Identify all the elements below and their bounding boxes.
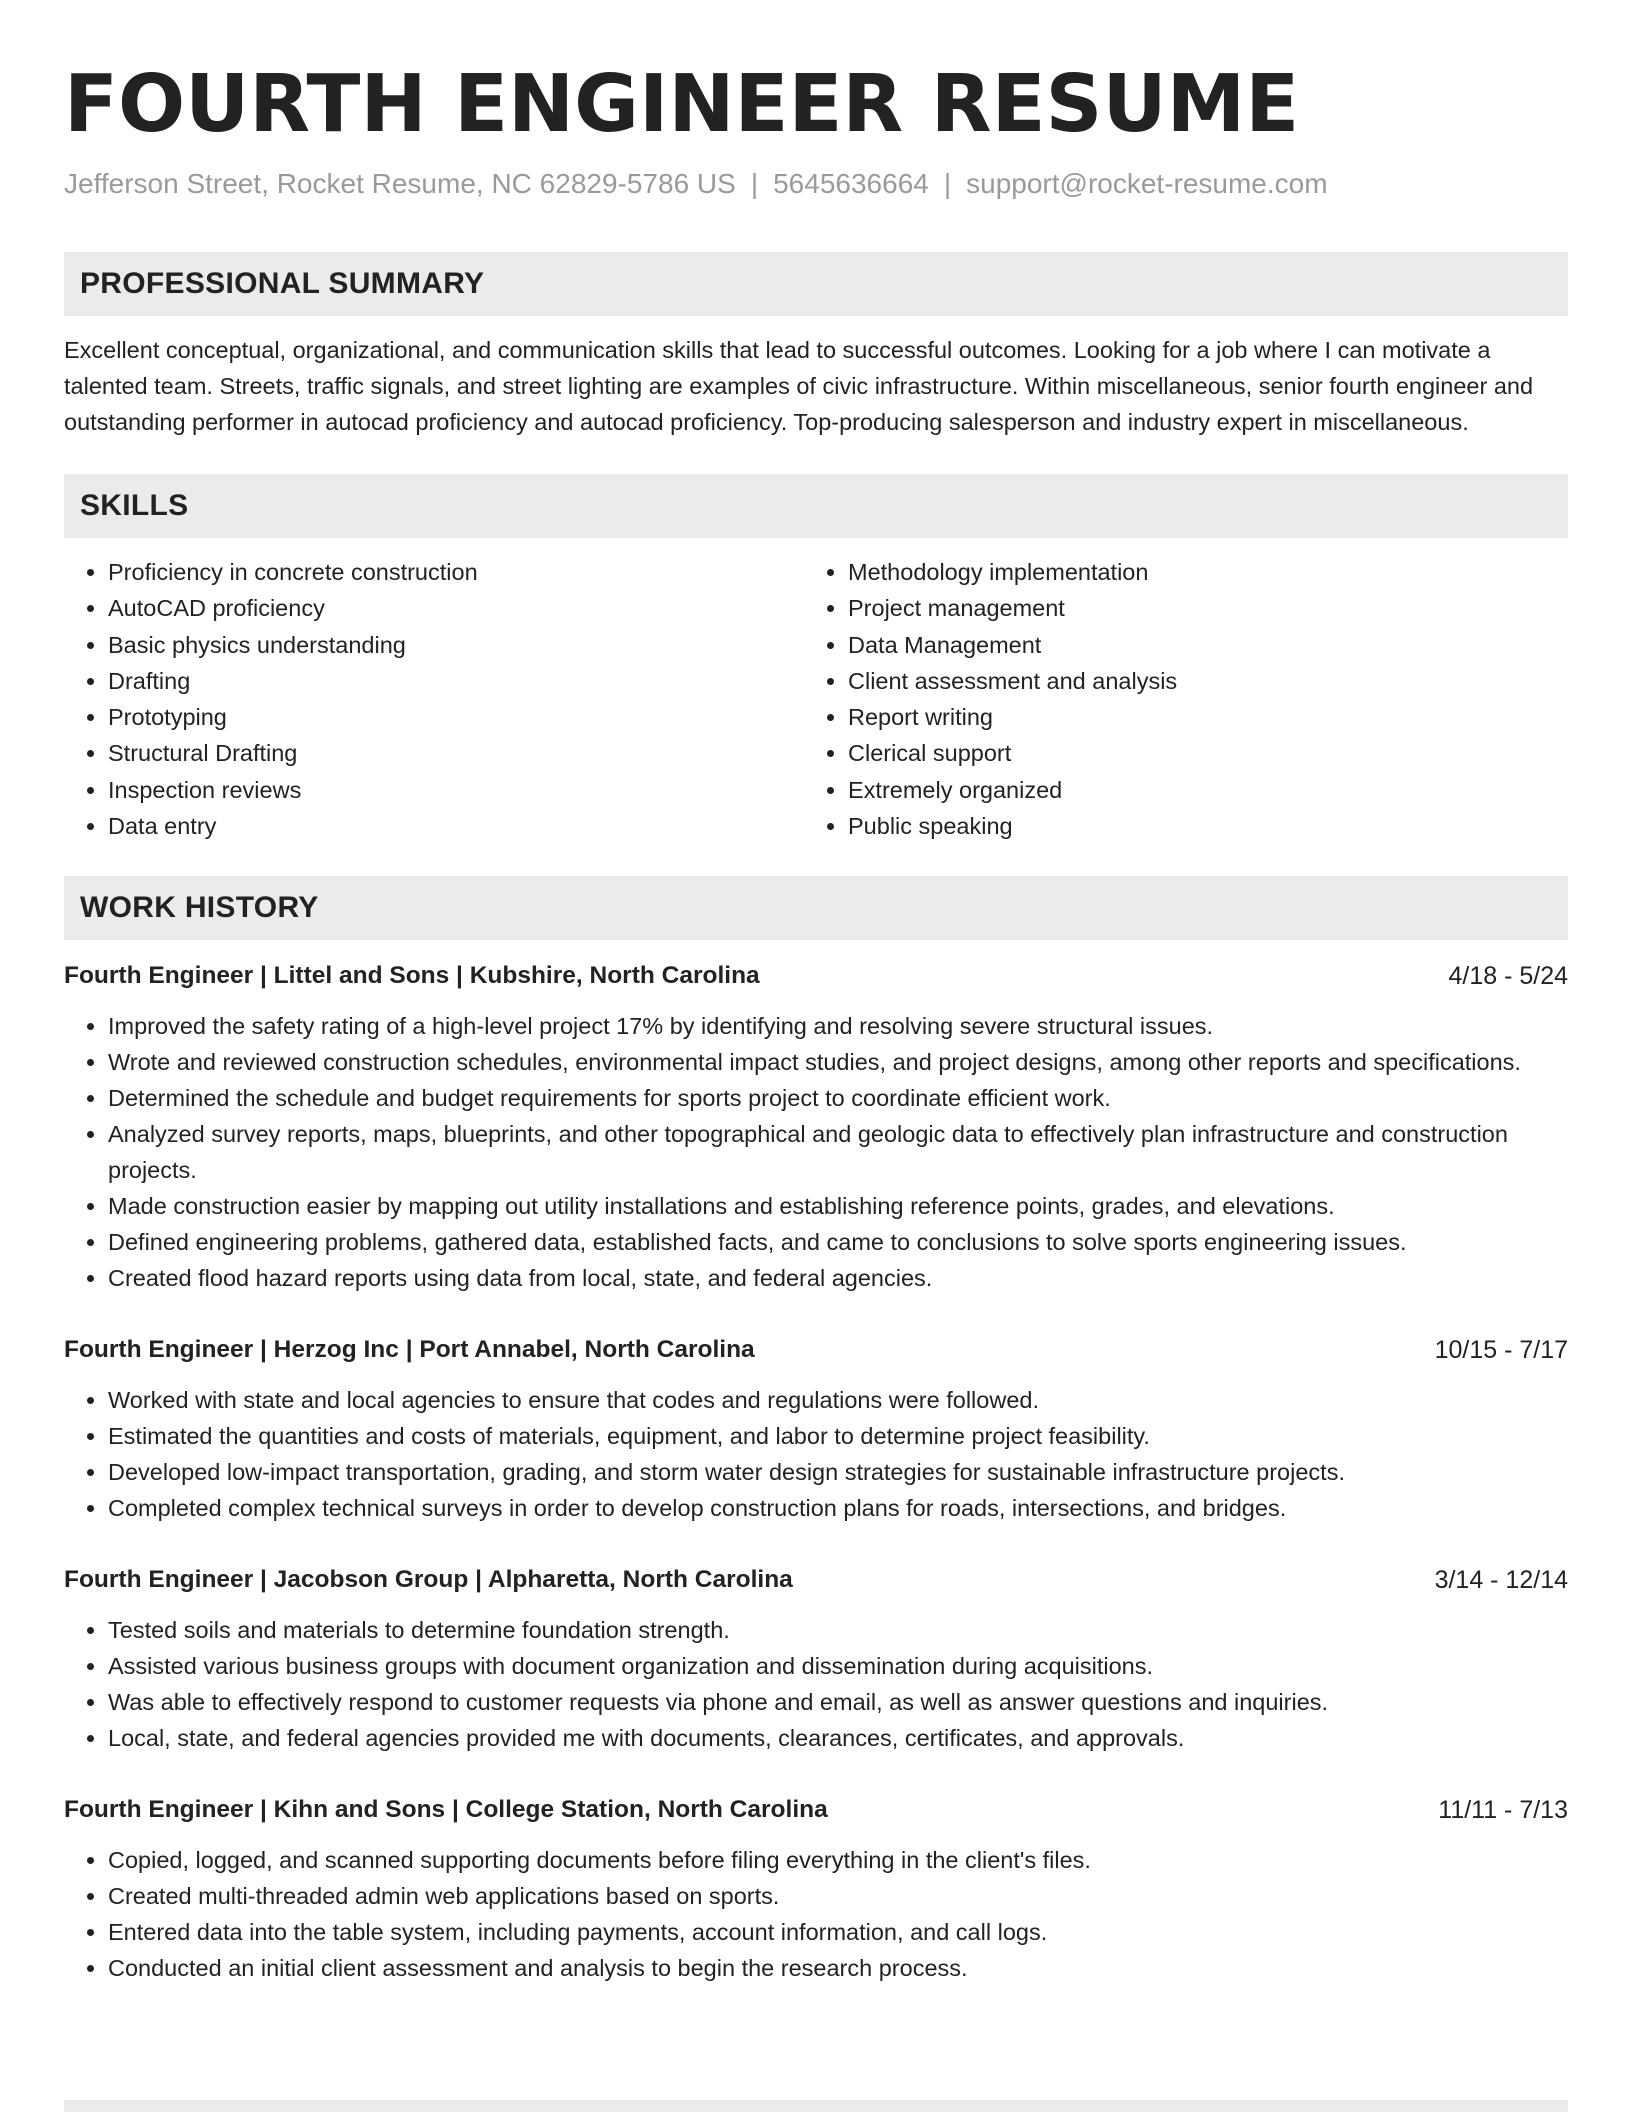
- summary-heading: PROFESSIONAL SUMMARY: [80, 267, 485, 300]
- job-entry: [64, 1562, 1568, 1756]
- job-bullets: [64, 1008, 1568, 1296]
- skills-column-left: [64, 554, 806, 844]
- skill-item: • Data entry: [108, 808, 806, 844]
- job-header: [64, 958, 1568, 994]
- job-bullet: • Improved the safety rating of a high-level project 17% by identifying and resolving severe structural issues.: [108, 1008, 1568, 1044]
- skill-item: • Extremely organized: [848, 772, 1548, 808]
- resume-title: FOURTH ENGINEER RESUME: [64, 58, 1300, 150]
- skills-heading: SKILLS: [80, 489, 189, 522]
- skill-item: • Data Management: [848, 627, 1548, 663]
- skill-item: • Basic physics understanding: [108, 627, 806, 663]
- job-bullet: • Local, state, and federal agencies provided me with documents, clearances, certificates, and approvals.: [108, 1720, 1568, 1756]
- contact-separator: |: [750, 168, 759, 199]
- job-dates: 10/15 - 7/17: [1434, 1336, 1568, 1365]
- job-bullet: • Completed complex technical surveys in order to develop construction plans for roads, intersections, and bridges.: [108, 1490, 1568, 1526]
- job-dates: 4/18 - 5/24: [1448, 962, 1568, 991]
- job-title: Fourth Engineer | Jacobson Group | Alpharetta, North Carolina: [64, 1566, 793, 1594]
- job-title: Fourth Engineer | Littel and Sons | Kubshire, North Carolina: [64, 962, 760, 990]
- work-history-section-header: [64, 876, 1568, 940]
- job-entry: [64, 1332, 1568, 1526]
- skill-item: • Methodology implementation: [848, 554, 1548, 590]
- skills-list: [64, 554, 1568, 844]
- job-title: Fourth Engineer | Herzog Inc | Port Annabel, North Carolina: [64, 1336, 755, 1364]
- job-bullet: • Analyzed survey reports, maps, blueprints, and other topographical and geologic data to effectively plan infrastructure and construction projects.: [108, 1116, 1568, 1188]
- skill-item: • Proficiency in concrete construction: [108, 554, 806, 590]
- job-bullet: • Assisted various business groups with document organization and dissemination during acquisitions.: [108, 1648, 1568, 1684]
- skill-item: • Client assessment and analysis: [848, 663, 1548, 699]
- job-header: [64, 1562, 1568, 1598]
- job-bullet: • Created multi-threaded admin web applications based on sports.: [108, 1878, 1568, 1914]
- job-bullets: [64, 1842, 1568, 1986]
- summary-text: Excellent conceptual, organizational, and communication skills that lead to successful outcomes. Looking for a job where I can motivate a talented team. Streets, traffic signals, and street lighting are examples of civic infrastructure. Within miscellaneous, senior fourth engineer and outstanding performer in autocad proficiency and autocad proficiency. Top-producing salesperson and industry expert in miscellaneous.: [64, 337, 1534, 435]
- job-bullet: • Developed low-impact transportation, grading, and storm water design strategies for sustainable infrastructure projects.: [108, 1454, 1568, 1490]
- job-entry: [64, 1792, 1568, 1986]
- job-entry: [64, 958, 1568, 1296]
- skill-item: • Clerical support: [848, 735, 1548, 771]
- job-bullet: • Copied, logged, and scanned supporting documents before filing everything in the client's files.: [108, 1842, 1568, 1878]
- contact-phone: 5645636664: [773, 168, 929, 199]
- job-bullets: [64, 1382, 1568, 1526]
- job-bullets: [64, 1612, 1568, 1756]
- skill-item: • Prototyping: [108, 699, 806, 735]
- skill-item: • Inspection reviews: [108, 772, 806, 808]
- contact-line: [64, 166, 1568, 202]
- job-bullet: • Defined engineering problems, gathered data, established facts, and came to conclusions to solve sports engineering issues.: [108, 1224, 1568, 1260]
- contact-email: support@rocket-resume.com: [966, 168, 1328, 199]
- job-bullet: • Estimated the quantities and costs of materials, equipment, and labor to determine project feasibility.: [108, 1418, 1568, 1454]
- job-bullet: • Determined the schedule and budget requirements for sports project to coordinate efficient work.: [108, 1080, 1568, 1116]
- skills-section-header: [64, 474, 1568, 538]
- job-header: [64, 1792, 1568, 1828]
- job-bullet: • Made construction easier by mapping out utility installations and establishing reference points, grades, and elevations.: [108, 1188, 1568, 1224]
- skill-item: • Project management: [848, 590, 1548, 626]
- job-bullet: • Was able to effectively respond to customer requests via phone and email, as well as answer questions and inquiries.: [108, 1684, 1568, 1720]
- job-bullet: • Entered data into the table system, including payments, account information, and call logs.: [108, 1914, 1568, 1950]
- work-history-heading: WORK HISTORY: [80, 891, 319, 925]
- job-header: [64, 1332, 1568, 1368]
- skills-column-right: [806, 554, 1548, 844]
- job-bullet: • Conducted an initial client assessment and analysis to begin the research process.: [108, 1950, 1568, 1986]
- skill-item: • Public speaking: [848, 808, 1548, 844]
- job-dates: 3/14 - 12/14: [1434, 1566, 1568, 1595]
- summary-section-header: [64, 252, 1568, 316]
- job-bullet: • Tested soils and materials to determine foundation strength.: [108, 1612, 1568, 1648]
- job-bullet: • Worked with state and local agencies to ensure that codes and regulations were followed.: [108, 1382, 1568, 1418]
- job-bullet: • Wrote and reviewed construction schedules, environmental impact studies, and project designs, among other reports and specifications.: [108, 1044, 1568, 1080]
- job-bullet: • Created flood hazard reports using data from local, state, and federal agencies.: [108, 1260, 1568, 1296]
- resume-page: [64, 56, 1568, 1986]
- skill-item: • AutoCAD proficiency: [108, 590, 806, 626]
- contact-address: Jefferson Street, Rocket Resume, NC 62829-5786 US: [64, 168, 736, 199]
- skill-item: • Drafting: [108, 663, 806, 699]
- skill-item: • Structural Drafting: [108, 735, 806, 771]
- job-title: Fourth Engineer | Kihn and Sons | College Station, North Carolina: [64, 1796, 828, 1824]
- next-section-header-bar: [64, 2100, 1568, 2112]
- skill-item: • Report writing: [848, 699, 1548, 735]
- job-dates: 11/11 - 7/13: [1438, 1796, 1568, 1825]
- contact-separator: |: [943, 168, 952, 199]
